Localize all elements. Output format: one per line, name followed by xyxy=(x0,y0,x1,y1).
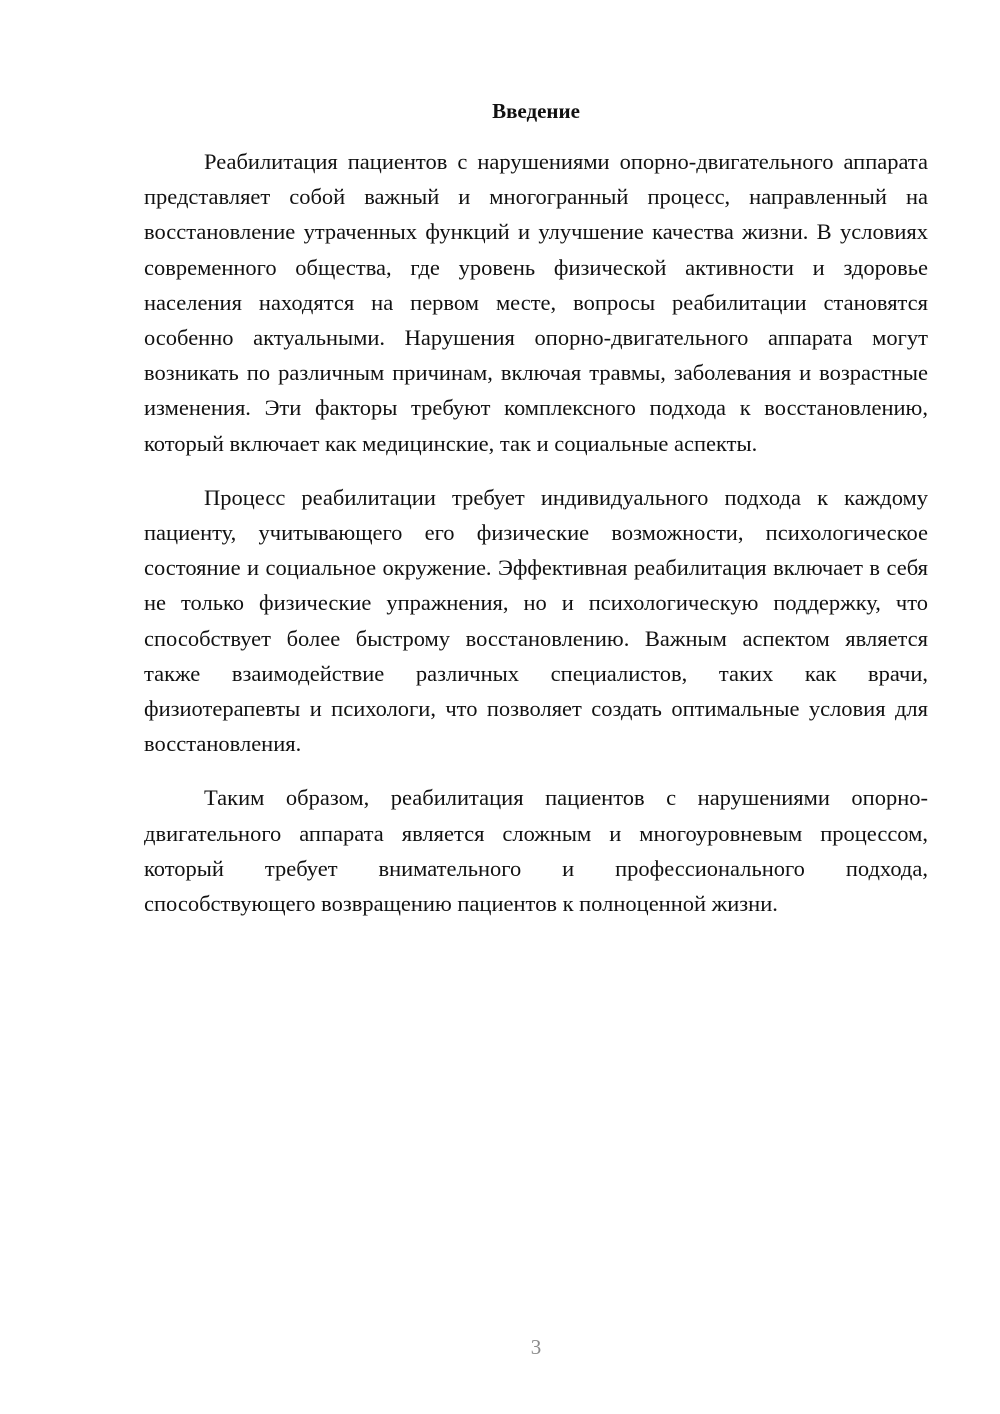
section-title: Введение xyxy=(492,99,580,123)
paragraph-3: Таким образом, реабилитация пациентов с нарушениями опорно-двигательного аппарата является сложным и многоуровневым процессом, который требует внимательного и профессионального подхода, способствующего возвращению пациентов к полноценной жизни. xyxy=(144,785,928,917)
page-content xyxy=(144,96,928,940)
page-number: 3 xyxy=(530,1335,542,1359)
paragraph-2: Процесс реабилитации требует индивидуального подхода к каждому пациенту, учитывающего его физические возможности, психологическое состояние и социальное окружение. Эффективная реабилитация включает в себя не только физические упражнения, но и психологическую поддержку, что способствует более быстрому восстановлению. Важным аспектом является также взаимодействие различных специалистов, таких как врачи, физиотерапевты и психологи, что позволяет создать оптимальные условия для восстановления. xyxy=(144,484,928,757)
paragraph-1: Реабилитация пациентов с нарушениями опорно-двигательного аппарата представляет собой важный и многогранный процесс, направленный на восстановление утраченных функций и улучшение качества жизни. В условиях современного общества, где уровень физической активности и здоровье населения находятся на первом месте, вопросы реабилитации становятся особенно актуальными. Нарушения опорно-двигательного аппарата могут возникать по различным причинам, включая травмы, заболевания и возрастные изменения. Эти факторы требуют комплексного подхода к восстановлению, который включает как медицинские, так и социальные аспекты. xyxy=(144,149,928,456)
